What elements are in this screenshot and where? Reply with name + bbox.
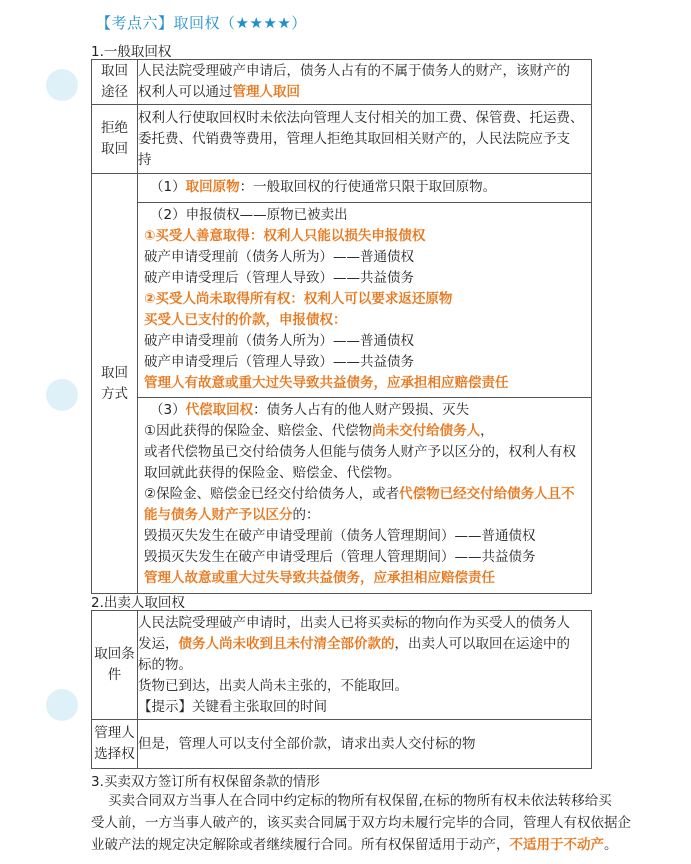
table-row-refuse — [92, 105, 592, 174]
paragraph-line-1: 买卖合同双方当事人在合同中约定标的物所有权保留,在标的物所有权未依法转移给买 — [108, 793, 612, 809]
table-row-route — [92, 60, 592, 105]
row-content: 权利人行使取回权时未依法向管理人支付相关的加工费、保管费、托运费、 委托费、代销费等费用，管理人拒绝其取回相关财产的，人民法院应予支 持 — [138, 105, 592, 174]
method-2: （2）申报债权——原物已被卖出 ①买受人善意取得：权利人只能以损失申报债权 破产申请受理前（债务人所为）——普通债权 破产申请受理后（管理人导致）——共益债务 ②买受人尚未取得所有权：权利人可以要求返还原物 买受人已支付的价款，申报债权： 破产申请受理前（债务人所为）——普通债权 破产申请受理后（管理人导致）——共益债务 管理人有故意或重大过失导致共益债务，应承担相应赔偿责任 — [138, 203, 591, 398]
row-label: 管理人 选择权 — [92, 720, 138, 769]
table-row-method — [92, 174, 592, 594]
row-label: 取回 方式 — [92, 174, 138, 594]
general-retrieval-table — [91, 59, 592, 594]
table-row-condition — [92, 611, 592, 720]
row-content: 但是，管理人可以支付全部价款，请求出卖人交付标的物 — [138, 720, 592, 769]
section-heading-3: 3.买卖双方签订所有权保留条款的情形 — [91, 774, 320, 790]
row-content: 人民法院受理破产申请时，出卖人已将买卖标的物向作为买受人的债务人 发运，债务人尚未收到且未付清全部价款的，出卖人可以取回在运途中的 标的物。 货物已到达，出卖人尚未主张的，不能取回。 【提示】关键看主张取回的时间 — [138, 611, 592, 720]
row-content: 人民法院受理破产申请后，债务人占有的不属于债务人的财产，该财产的 权利人可以通过管理人取回 — [138, 60, 592, 105]
row-label: 取回条 件 — [92, 611, 138, 720]
section-heading-2: 2.出卖人取回权 — [91, 595, 185, 611]
row-label: 取回 途径 — [92, 60, 138, 105]
row-label: 拒绝 取回 — [92, 105, 138, 174]
row-content — [138, 174, 592, 594]
page-title: 【考点六】取回权（★★★★） — [96, 14, 307, 32]
section-heading-1: 1.一般取回权 — [91, 44, 172, 60]
table-row-option — [92, 720, 592, 769]
seller-retrieval-table — [91, 610, 592, 769]
paragraph-line-2: 受人前，一方当事人破产的，该买卖合同属于双方均未履行完毕的合同，管理人有权依据企 — [91, 815, 631, 831]
method-1: （1）取回原物：一般取回权的行使通常只限于取回原物。 — [138, 174, 591, 203]
paragraph-line-3: 业破产法的规定决定解除或者继续履行合同。所有权保留适用于动产，不适用于不动产。 — [91, 837, 618, 853]
method-3: （3）代偿取回权：债务人占有的他人财产毁损、灭失 ①因此获得的保险金、赔偿金、代偿物尚未交付给债务人， 或者代偿物虽已交付给债务人但能与债务人财产予以区分的，权利人有权 取回就此获得的保险金、赔偿金、代偿物。 ②保险金、赔偿金已经交付给债务人，或者代偿物已经交付给债务人且不 能与债务人财产予以区分的： 毁损灭失发生在破产申请受理前（债务人管理期间）——普通债权 毁损灭失发生在破产申请受理后（管理人管理期间）——共益债务 管理人故意或重大过失导致共益债务，应承担相应赔偿责任 — [144, 402, 576, 586]
